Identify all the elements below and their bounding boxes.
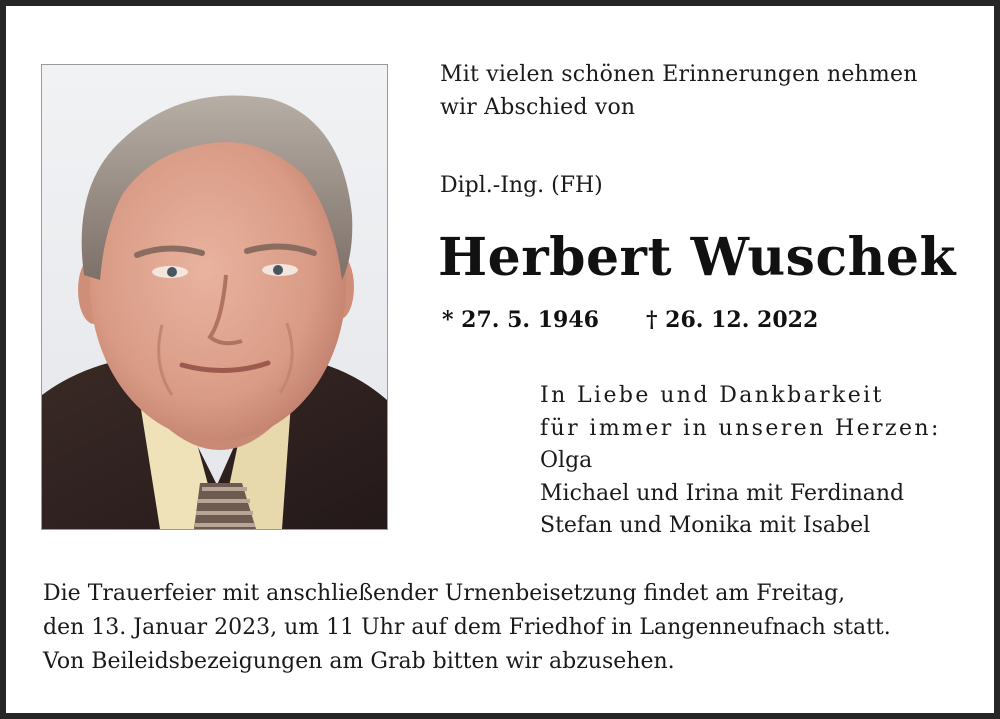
portrait-illustration xyxy=(42,65,387,529)
deceased-name: Herbert Wuschek xyxy=(438,227,957,288)
mourner-name: Stefan und Monika mit Isabel xyxy=(540,513,871,538)
mourners-block xyxy=(540,380,941,543)
ceremony-line: den 13. Januar 2023, um 11 Uhr auf dem Friedhof in Langenneufnach statt. xyxy=(43,615,891,640)
mourner-name: Michael und Irina mit Ferdinand xyxy=(540,480,905,506)
portrait-photo xyxy=(41,64,388,530)
death-date: † 26. 12. 2022 xyxy=(646,307,819,333)
intro-line: Mit vielen schönen Erinnerungen nehmen xyxy=(440,62,918,87)
mourners-line: für immer in unseren Herzen: xyxy=(540,415,941,441)
mourner-name: Olga xyxy=(540,448,593,473)
academic-title: Dipl.-Ing. (FH) xyxy=(440,173,603,198)
mourners-line: In Liebe und Dankbarkeit xyxy=(540,383,884,408)
birth-date: * 27. 5. 1946 xyxy=(442,307,599,333)
ceremony-line: Die Trauerfeier mit anschließender Urnenbeisetzung findet am Freitag, xyxy=(43,581,846,606)
ceremony-line: Von Beileidsbezeigungen am Grab bitten wir abzusehen. xyxy=(43,649,675,674)
ceremony-notice xyxy=(43,577,891,679)
intro-line: wir Abschied von xyxy=(440,95,636,120)
intro-text xyxy=(440,58,918,124)
